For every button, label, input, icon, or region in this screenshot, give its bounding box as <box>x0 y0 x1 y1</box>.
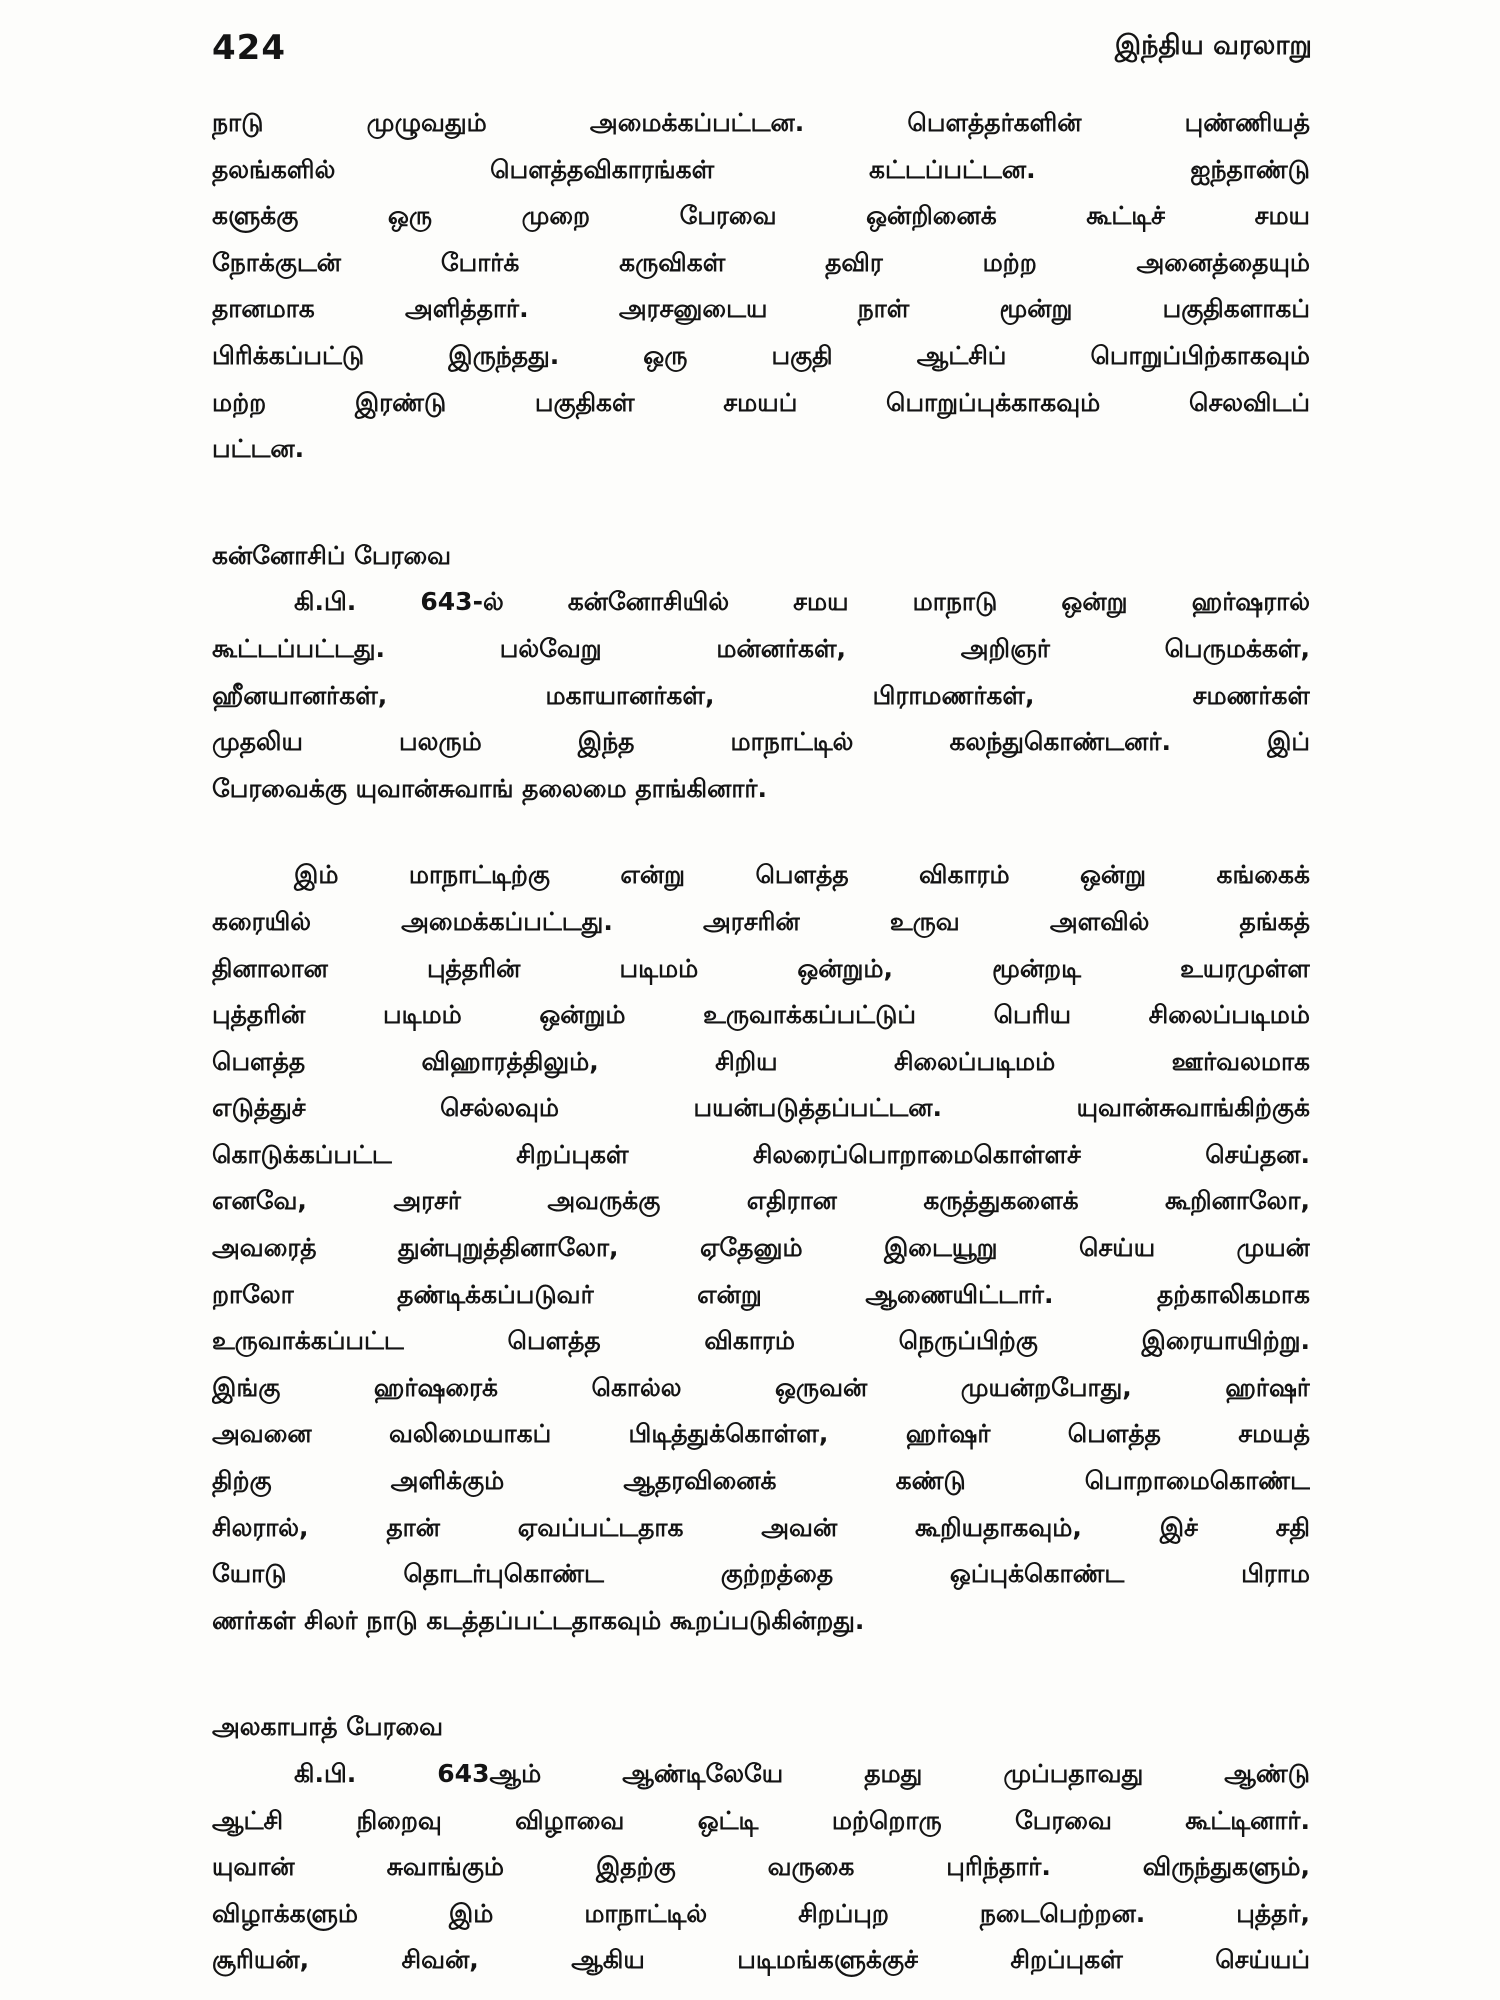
text-line: விழாக்களும் இம் மாநாட்டில் சிறப்புற நடைபெற்றன. புத்தர், <box>212 1898 1310 1928</box>
text-line: யோடு தொடர்புகொண்ட குற்றத்தை ஒப்புக்கொண்ட பிராம <box>212 1559 1310 1589</box>
text-line: சூரியன், சிவன், ஆகிய படிமங்களுக்குச் சிறப்புகள் செய்யப் <box>212 1945 1310 1975</box>
text-line: அவரைத் துன்புறுத்தினாலோ, ஏதேனும் இடையூறு செய்ய முயன் <box>212 1233 1310 1263</box>
text-line: தினாலான புத்தரின் படிமம் ஒன்றும், மூன்றடி உயரமுள்ள <box>212 953 1310 983</box>
text-line: கரையில் அமைக்கப்பட்டது. அரசரின் உருவ அளவில் தங்கத் <box>212 906 1310 936</box>
text-line: ஹீனயானர்கள், மகாயானர்கள், பிராமணர்கள், சமணர்கள் <box>212 680 1310 710</box>
paragraph-kannauj-1 <box>212 579 1310 812</box>
text-line: சிலரால், தான் ஏவப்பட்டதாக அவன் கூறியதாகவும், இச் சதி <box>212 1512 1310 1542</box>
text-line: எனவே, அரசர் அவருக்கு எதிரான கருத்துகளைக் கூறினாலோ, <box>212 1186 1310 1216</box>
text-line: தானமாக அளித்தார். அரசனுடைய நாள் மூன்று பகுதிகளாகப் <box>212 294 1310 324</box>
section-heading-allahabad: அலகாபாத் பேரவை <box>212 1712 444 1742</box>
text-line: நோக்குடன் போர்க் கருவிகள் தவிர மற்ற அனைத்தையும் <box>212 247 1310 277</box>
text-line: இம் மாநாட்டிற்கு என்று பௌத்த விகாரம் ஒன்று கங்கைக் <box>294 860 1310 890</box>
text-line: நாடு முழுவதும் அமைக்கப்பட்டன. பௌத்தர்களின் புண்ணியத் <box>212 108 1310 137</box>
text-line: கொடுக்கப்பட்ட சிறப்புகள் சிலரைப்பொறாமைகொள்ளச் செய்தன. <box>212 1139 1310 1169</box>
text-line: பேரவைக்கு யுவான்சுவாங் தலைமை தாங்கினார். <box>212 773 767 803</box>
text-line: றாலோ தண்டிக்கப்படுவர் என்று ஆணையிட்டார். தற்காலிகமாக <box>212 1279 1310 1309</box>
text-line: பௌத்த விஹாரத்திலும், சிறிய சிலைப்படிமம் ஊர்வலமாக <box>212 1046 1310 1076</box>
paragraph-allahabad-1 <box>212 1751 1310 1984</box>
text-line: எடுத்துச் செல்லவும் பயன்படுத்தப்பட்டன. யுவான்சுவாங்கிற்குக் <box>212 1093 1310 1123</box>
text-line: ஆட்சி நிறைவு விழாவை ஒட்டி மற்றொரு பேரவை கூட்டினார். <box>212 1805 1310 1835</box>
text-line: பட்டன. <box>212 434 305 464</box>
page-body <box>212 100 1310 1984</box>
text-line: உருவாக்கப்பட்ட பௌத்த விகாரம் நெருப்பிற்கு இரையாயிற்று. <box>212 1326 1310 1356</box>
text-line: அவனை வலிமையாகப் பிடித்துக்கொள்ள, ஹர்ஷர் பௌத்த சமயத் <box>212 1419 1310 1449</box>
text-line: கி.பி. 643ஆம் ஆண்டிலேயே தமது முப்பதாவது ஆண்டு <box>294 1759 1310 1788</box>
text-line: திற்கு அளிக்கும் ஆதரவினைக் கண்டு பொறாமைகொண்ட <box>212 1466 1310 1496</box>
text-line: ணர்கள் சிலர் நாடு கடத்தப்பட்டதாகவும் கூறப்படுகின்றது. <box>212 1605 865 1635</box>
text-line: இங்கு ஹர்ஷரைக் கொல்ல ஒருவன் முயன்றபோது, ஹர்ஷர் <box>212 1372 1310 1402</box>
page-header <box>212 28 1312 78</box>
text-line: கி.பி. 643-ல் கன்னோசியில் சமய மாநாடு ஒன்று ஹர்ஷரால் <box>294 587 1310 617</box>
text-line: களுக்கு ஒரு முறை பேரவை ஒன்றினைக் கூட்டிச் சமய <box>212 201 1310 231</box>
text-line: யுவான் சுவாங்கும் இதற்கு வருகை புரிந்தார். விருந்துகளும், <box>212 1852 1310 1882</box>
paragraph-kannauj-2 <box>212 852 1310 1644</box>
page-number: 424 <box>212 28 286 68</box>
text-line: தலங்களில் பௌத்தவிகாரங்கள் கட்டப்பட்டன. ஐந்தாண்டு <box>212 154 1310 184</box>
text-line: மற்ற இரண்டு பகுதிகள் சமயப் பொறுப்புக்காகவும் செலவிடப் <box>212 387 1310 417</box>
text-line: கூட்டப்பட்டது. பல்வேறு மன்னர்கள், அறிஞர் பெருமக்கள், <box>212 633 1310 663</box>
text-line: பிரிக்கப்பட்டு இருந்தது. ஒரு பகுதி ஆட்சிப் பொறுப்பிற்காகவும் <box>212 340 1310 370</box>
text-line: புத்தரின் படிமம் ஒன்றும் உருவாக்கப்பட்டுப் பெரிய சிலைப்படிமம் <box>212 1000 1310 1030</box>
text-line: முதலிய பலரும் இந்த மாநாட்டில் கலந்துகொண்டனர். இப் <box>212 727 1310 757</box>
paragraph-continuation <box>212 100 1310 473</box>
running-title: இந்திய வரலாறு <box>1114 30 1312 61</box>
section-heading-kannauj: கன்னோசிப் பேரவை <box>212 540 452 570</box>
